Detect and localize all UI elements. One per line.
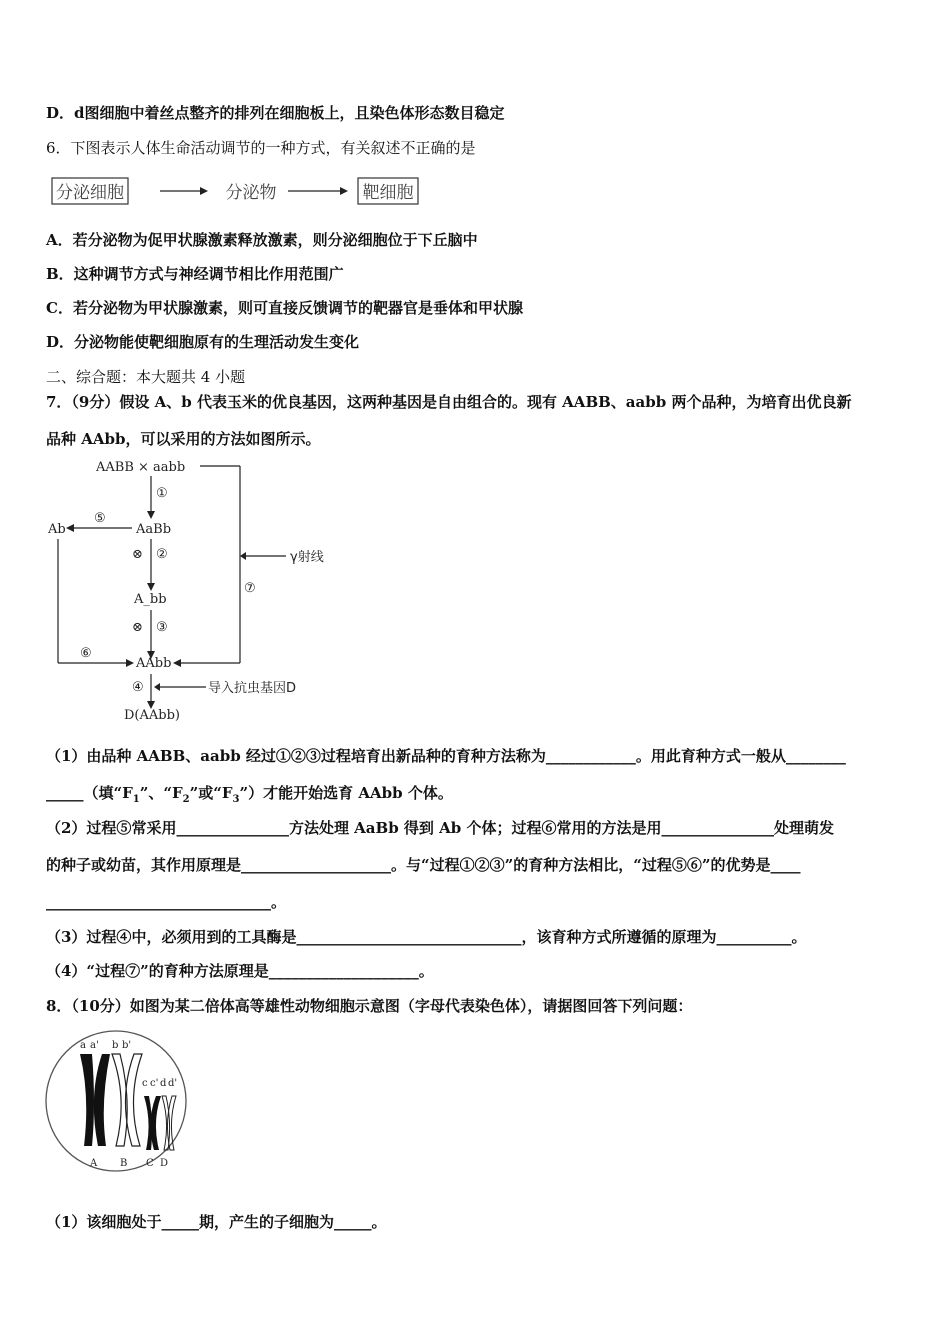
q7-part-2a: （2）过程⑤常采用_______________方法处理 AaBb 得到 Ab 个体；过程⑥常用的方法是用_______________处理萌发: [46, 819, 834, 837]
target-label: AAbb: [136, 656, 172, 671]
q7-part-4: （4）“过程⑦”的育种方法原理是____________________。: [46, 962, 434, 980]
section-2-heading: 二、综合题：本大题共 4 小题: [46, 368, 246, 386]
step-3: ③: [156, 620, 168, 635]
svg-text:c': c': [150, 1078, 159, 1089]
final-label: D(AAbb): [124, 708, 180, 723]
svg-text:a': a': [90, 1040, 99, 1051]
f1-label: AaBb: [136, 522, 172, 537]
arrowhead-1: [200, 187, 208, 195]
q7-part-3: （3）过程④中，必须用到的工具酶是______________________________，该育种方式所遵循的原理为__________。: [46, 928, 807, 946]
svg-text:B: B: [120, 1158, 128, 1169]
q6-flow-diagram: [48, 174, 428, 208]
selfing-symbol-2: ⊗: [132, 620, 143, 635]
svg-text:b': b': [122, 1040, 132, 1051]
q8-stem: 8．（10分）如图为某二倍体高等雄性动物细胞示意图（字母代表染色体），请据图回答下列问题：: [46, 997, 693, 1015]
middle-label: 分泌物: [225, 183, 277, 203]
box1-label: 分泌细胞: [56, 183, 124, 203]
q7-stem-2: 品种 AAbb，可以采用的方法如图所示。: [46, 430, 321, 448]
step-2: ②: [156, 547, 168, 562]
q8-cell-diagram: [44, 1026, 194, 1176]
q7-part-2c: ______________________________。: [46, 893, 287, 911]
q7-part-1b: _____（填“$F_1$”、“$F_2$”或“$F_3$”）才能开始选育 AAbb 个体。: [46, 784, 453, 805]
chromosome-a: [80, 1054, 94, 1146]
svg-text:a: a: [80, 1040, 86, 1051]
gene-label: 导入抗虫基因D: [208, 681, 297, 696]
q7-stem-1: 7．（9分）假设 A、b 代表玉米的优良基因，这两种基因是自由组合的。现有 AABB、aabb 两个品种，为培育出优良新: [46, 393, 852, 411]
step-7: ⑦: [244, 581, 256, 596]
f2-label: A_bb: [134, 592, 167, 607]
q6-option-c: C．若分泌物为甲状腺激素，则可直接反馈调节的靶器官是垂体和甲状腺: [46, 299, 523, 317]
selfing-symbol-1: ⊗: [132, 547, 143, 562]
svg-text:A: A: [90, 1158, 98, 1169]
parents-label: AABB × aabb: [96, 460, 186, 475]
haploid-label: Ab: [48, 522, 66, 537]
svg-text:C: C: [146, 1158, 154, 1169]
q5-option-d: D．d图细胞中着丝点整齐的排列在细胞板上，且染色体形态数目稳定: [46, 104, 505, 122]
svg-text:c: c: [142, 1078, 148, 1089]
svg-text:d: d: [160, 1078, 167, 1089]
q6-option-a: A．若分泌物为促甲状腺激素释放激素，则分泌细胞位于下丘脑中: [46, 231, 478, 249]
q7-part-1a: （1）由品种 AABB、aabb 经过①②③过程培育出新品种的育种方法称为____________。用此育种方式一般从________: [46, 747, 846, 765]
step-1: ①: [156, 486, 168, 501]
step-6: ⑥: [80, 646, 92, 661]
svg-text:b: b: [112, 1040, 119, 1051]
svg-text:d': d': [168, 1078, 178, 1089]
box2-label: 靶细胞: [362, 183, 414, 203]
q6-stem: 6．下图表示人体生命活动调节的一种方式，有关叙述不正确的是: [46, 139, 476, 157]
step-4: ④: [132, 680, 144, 695]
q7-breeding-diagram: [46, 455, 336, 725]
q6-option-b: B．这种调节方式与神经调节相比作用范围广: [46, 265, 344, 283]
step-5: ⑤: [94, 511, 106, 526]
q8-part-1: （1）该细胞处于_____期，产生的子细胞为_____。: [46, 1213, 387, 1231]
q7-part-2b: 的种子或幼苗，其作用原理是____________________。与“过程①②③”的育种方法相比，“过程⑤⑥”的优势是____: [46, 856, 801, 874]
gamma-label: γ射线: [290, 550, 324, 565]
q6-option-d: D．分泌物能使靶细胞原有的生理活动发生变化: [46, 333, 360, 351]
arrowhead-2: [340, 187, 348, 195]
svg-text:D: D: [160, 1158, 169, 1169]
